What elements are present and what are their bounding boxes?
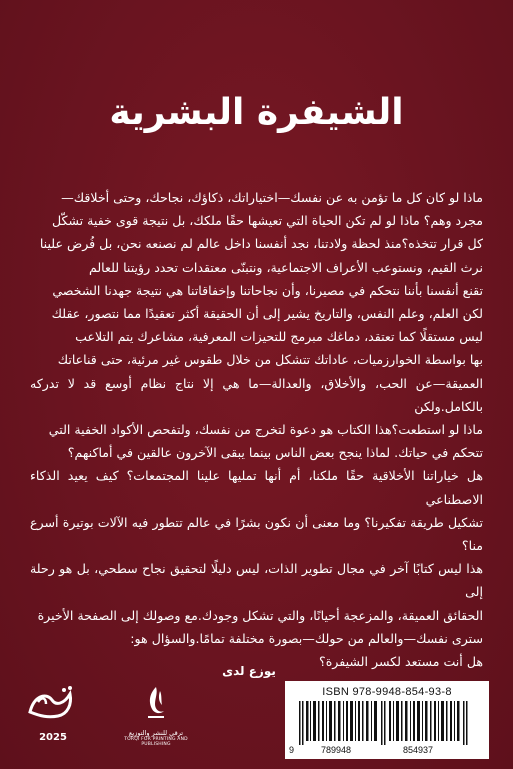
publisher-calligraphy-logo-icon xyxy=(24,682,82,724)
blurb-line: تشكيل طريقة تفكيرنا؟ وما معنى أن نكون بشرًا في عالم تتطور فيه الآلات بوتيرة أسرع منا؟ xyxy=(30,514,483,554)
blurb-line: ماذا لو استطعت؟هذا الكتاب هو دعوة لتخرج من نفسك، ولتفحص الأكواد الخفية التي xyxy=(48,422,483,438)
book-title: الشيفرة البشرية xyxy=(109,92,404,133)
barcode-digit-group-right: 854937 xyxy=(403,745,434,755)
blurb-line: هل خياراتنا الأخلاقية حقًا ملكنا، أم أنها تمليها علينا المجتمعات؟ كيف يعيد الذكاء الاصطناعي xyxy=(30,468,483,507)
distributed-by-label: يوزع لدى xyxy=(222,664,276,678)
distributor-emblem-icon xyxy=(136,683,176,723)
blurb-line: تقنع أنفسنا بأننا نتحكم في مصيرنا، وأن نجاحاتنا وإخفاقاتنا هي نتيجة جهدنا الشخصي xyxy=(52,282,483,298)
barcode-bars xyxy=(297,701,477,745)
blurb-line: تتحكم في حياتك. لماذا ينجح بعض الناس بينما يبقى الآخرون عالقين في أماكنهم؟ xyxy=(67,445,483,461)
distributor-name-ar: ترقي للنشر والتوزيع xyxy=(128,729,184,737)
isbn-barcode xyxy=(285,681,489,759)
blurb-text xyxy=(30,186,483,673)
blurb-line: العميقة—عن الحب، والأخلاق، والعدالة—ما هي إلا نتاج نظام أوسع قد لا تدركه بالكامل.ولكن xyxy=(30,375,483,414)
isbn-number: ISBN 978-9948-854-93-8 xyxy=(322,686,452,698)
publisher-logo xyxy=(22,682,84,752)
blurb-line: ليس مستقلًا كما تعتقد، دماغك مبرمج للتحيزات المعرفية، مشاعرك يتم التلاعب xyxy=(75,329,483,345)
distributor-name-en: TORQI FOR PRINTING AND PUBLISHING xyxy=(124,737,188,747)
blurb-line: مجرد وهم؟ ماذا لو لم تكن الحياة التي تعيشها حقًا ملكك، بل نتيجة قوى خفية تشكّل xyxy=(51,213,483,229)
distributor-logo xyxy=(116,683,196,755)
barcode-digit-group-left: 789948 xyxy=(321,745,352,755)
blurb-line: بها بواسطة الخوارزميات، عاداتك تتشكل من خلال طقوس غير مرئية، حتى قناعاتك xyxy=(57,352,483,368)
blurb-line: هل أنت مستعد لكسر الشيفرة؟ xyxy=(319,654,483,670)
barcode-digit-lead: 9 xyxy=(289,745,295,755)
blurb-line: ماذا لو كان كل ما تؤمن به عن نفسك—اختياراتك، ذكاؤك، نجاحك، وحتى أخلاقك— xyxy=(61,190,483,205)
blurb-line: سترى نفسك—والعالم من حولك—بصورة مختلفة تمامًا.والسؤال هو: xyxy=(130,630,483,646)
blurb-line: كل قرار تتخذه؟منذ لحظة ولادتنا، نجد أنفسنا داخل عالم لم نصنعه نحن، بل فُرض علينا xyxy=(39,236,483,252)
blurb-line: هذا ليس كتابًا آخر في مجال تطوير الذات، ليس دليلًا لتحقيق نجاح سطحي، بل هو رحلة إلى xyxy=(30,561,483,600)
blurb-line: الحقائق العميقة، والمزعجة أحيانًا، والتي تشكل وجودك.مع وصولك إلى الصفحة الأخيرة xyxy=(37,607,483,623)
blurb-line: لكن العلم، وعلم النفس، والتاريخ يشير إلى أن الحقيقة أكثر تعقيدًا مما نتصور، عقلك xyxy=(51,306,483,322)
blurb-line: نرث القيم، ونستوعب الأعراف الاجتماعية، ونتبنّى معتقدات تحدد رؤيتنا للعالم xyxy=(88,259,483,275)
publication-year: 2025 xyxy=(39,732,67,743)
